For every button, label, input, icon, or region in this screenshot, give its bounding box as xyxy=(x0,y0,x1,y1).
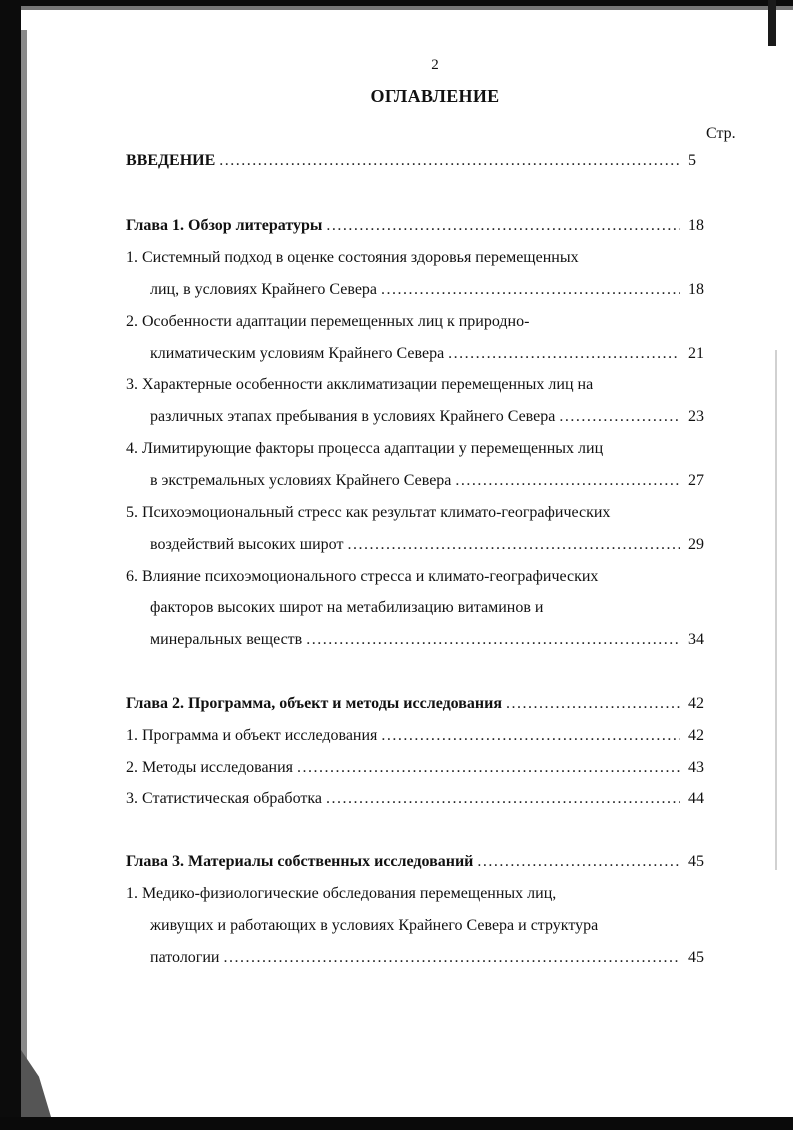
toc-entry-chapter-3[interactable] xyxy=(126,853,718,877)
scan-border-bottom xyxy=(0,1117,793,1130)
toc-entry-text: 2. Методы исследования xyxy=(126,759,294,776)
toc-entry-2-3[interactable] xyxy=(126,790,718,814)
toc-entry-3-1[interactable] xyxy=(150,949,718,973)
toc-entry-1-2-line1[interactable]: 2. Особенности адаптации перемещенных лиц к природно- xyxy=(126,313,530,330)
dot-leader xyxy=(559,408,680,426)
toc-page-number: 27 xyxy=(688,472,704,489)
toc-entry-text: патологии xyxy=(150,949,220,966)
dot-leader xyxy=(224,949,681,967)
toc-entry-text: 3. Статистическая обработка xyxy=(126,790,322,807)
toc-entry-text: различных этапах пребывания в условиях Крайнего Севера xyxy=(150,408,556,425)
toc-page-number: 5 xyxy=(688,152,696,169)
dot-leader xyxy=(477,853,680,871)
toc-entry-1-3-line1[interactable]: 3. Характерные особенности акклиматизации перемещенных лиц на xyxy=(126,376,594,393)
dot-leader xyxy=(448,345,680,363)
toc-entry-3-1-line2[interactable]: живущих и работающих в условиях Крайнего Севера и структура xyxy=(150,917,599,934)
scan-border-right xyxy=(768,0,776,46)
toc-entry-introduction[interactable] xyxy=(126,152,718,176)
toc-entry-2-2[interactable] xyxy=(126,759,718,783)
page-column-label: Стр. xyxy=(706,125,736,142)
scan-border-top xyxy=(0,0,793,9)
toc-entry-1-3[interactable] xyxy=(150,408,718,432)
dot-leader xyxy=(326,217,680,235)
toc-entry-1-6[interactable] xyxy=(150,631,718,655)
dot-leader xyxy=(455,472,680,490)
toc-page-number: 42 xyxy=(688,727,704,744)
toc-entry-text: 1. Программа и объект исследования xyxy=(126,727,378,744)
toc-entry-1-1-line1[interactable]: 1. Системный подход в оценке состояния здоровья перемещенных xyxy=(126,249,579,266)
toc-entry-text: климатическим условиям Крайнего Севера xyxy=(150,345,445,362)
toc-entry-text: Глава 1. Обзор литературы xyxy=(126,217,323,234)
toc-entry-text: воздействий высоких широт xyxy=(150,536,344,553)
toc-entry-1-4[interactable] xyxy=(150,472,718,496)
toc-entry-2-1[interactable] xyxy=(126,727,718,751)
dot-leader xyxy=(347,536,680,554)
toc-entry-3-1-line1[interactable]: 1. Медико-физиологические обследования перемещенных лиц, xyxy=(126,885,557,902)
toc-page-number: 42 xyxy=(688,695,704,712)
toc-title: ОГЛАВЛЕНИЕ xyxy=(370,86,500,106)
toc-entry-text: минеральных веществ xyxy=(150,631,303,648)
dot-leader xyxy=(219,152,680,170)
toc-entry-1-5-line1[interactable]: 5. Психоэмоциональный стресс как результат климато-географических xyxy=(126,504,611,521)
page-fold-corner xyxy=(21,1050,51,1117)
toc-entry-text: ВВЕДЕНИЕ xyxy=(126,152,216,169)
scan-shadow-right xyxy=(775,350,777,870)
toc-entry-1-5[interactable] xyxy=(150,536,718,560)
toc-page-number: 18 xyxy=(688,281,704,298)
toc-entry-1-2[interactable] xyxy=(150,345,718,369)
toc-page-number: 45 xyxy=(688,949,704,966)
toc-page-number: 29 xyxy=(688,536,704,553)
scan-border-left xyxy=(0,0,21,1130)
dot-leader xyxy=(381,727,680,745)
scan-shadow-left xyxy=(21,30,27,1090)
dot-leader xyxy=(306,631,680,649)
dot-leader xyxy=(326,790,680,808)
dot-leader xyxy=(381,281,680,299)
toc-entry-1-6-line1[interactable]: 6. Влияние психоэмоционального стресса и климато-географических xyxy=(126,568,599,585)
toc-entry-text: лиц, в условиях Крайнего Севера xyxy=(150,281,378,298)
toc-entry-chapter-2[interactable] xyxy=(126,695,718,719)
toc-page-number: 23 xyxy=(688,408,704,425)
toc-page-number: 45 xyxy=(688,853,704,870)
dot-leader xyxy=(297,759,680,777)
page-number: 2 xyxy=(431,57,439,73)
toc-entry-text: в экстремальных условиях Крайнего Севера xyxy=(150,472,452,489)
toc-page-number: 34 xyxy=(688,631,704,648)
toc-entry-1-6-line2[interactable]: факторов высоких широт на метабилизацию витаминов и xyxy=(150,599,544,616)
toc-entry-chapter-1[interactable] xyxy=(126,217,718,241)
dot-leader xyxy=(506,695,680,713)
toc-page-number: 43 xyxy=(688,759,704,776)
toc-entry-1-1[interactable] xyxy=(150,281,718,305)
toc-entry-text: Глава 2. Программа, объект и методы исследования xyxy=(126,695,503,712)
toc-entry-1-4-line1[interactable]: 4. Лимитирующие факторы процесса адаптации у перемещенных лиц xyxy=(126,440,604,457)
toc-page-number: 21 xyxy=(688,345,704,362)
toc-page-number: 18 xyxy=(688,217,704,234)
toc-entry-text: Глава 3. Материалы собственных исследований xyxy=(126,853,474,870)
toc-page-number: 44 xyxy=(688,790,704,807)
